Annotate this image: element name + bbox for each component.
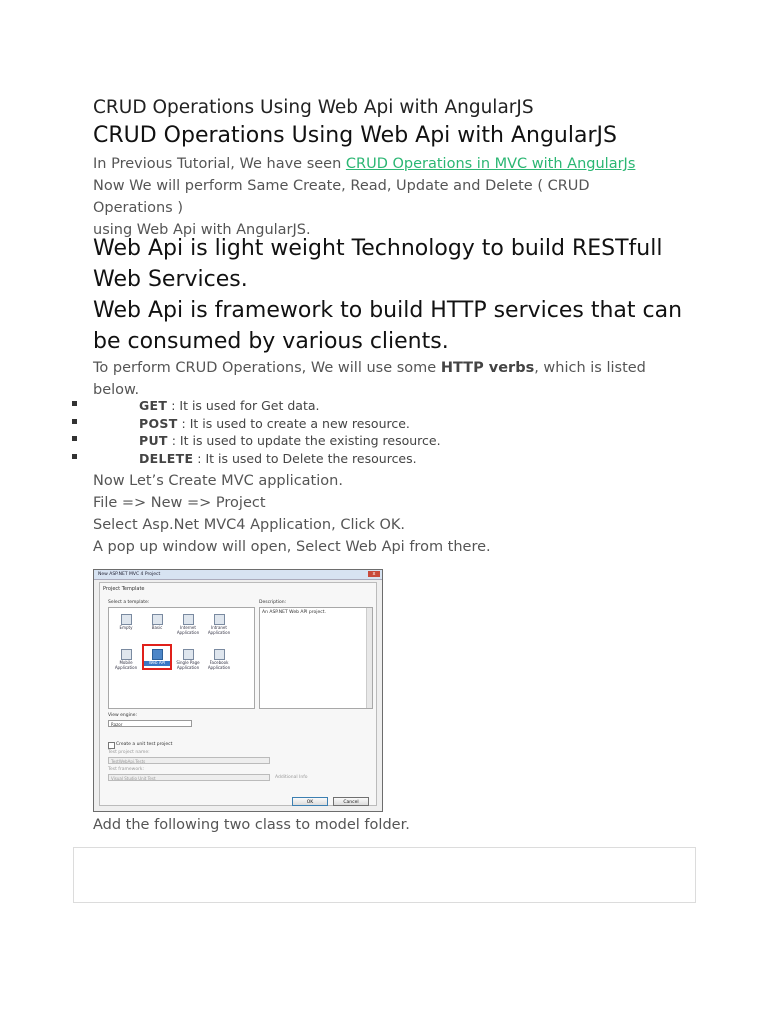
list-item <box>73 398 673 416</box>
headline-http-services: Web Api is framework to build HTTP services that can be consumed by various clients. <box>93 298 683 354</box>
step-line: Now Let’s Create MVC application. <box>93 473 343 489</box>
verb-desc: : It is used for Get data. <box>167 398 320 413</box>
http-verbs-list <box>73 398 673 468</box>
dialog-titlebar <box>94 570 382 580</box>
code-block <box>73 847 696 903</box>
description-box <box>259 607 373 709</box>
verb-name: DELETE <box>139 450 194 466</box>
verb-name: POST <box>139 415 178 431</box>
bullet-icon <box>72 436 77 441</box>
bullet-icon <box>72 454 77 459</box>
scrollbar <box>366 608 372 708</box>
after-dialog-text: Add the following two class to model folder. <box>93 817 410 833</box>
list-item <box>73 433 673 451</box>
template-empty <box>112 614 140 631</box>
template-facebook <box>205 649 233 670</box>
template-label: Facebook Application <box>207 660 231 670</box>
description-label: Description: <box>259 600 287 605</box>
template-icon <box>214 614 225 625</box>
intro-paragraph <box>93 153 673 241</box>
template-icon <box>214 649 225 660</box>
template-label: Web API <box>143 661 171 666</box>
bullet-icon <box>72 419 77 424</box>
verbs-suffix: , which is listed below. <box>93 360 646 398</box>
previous-tutorial-link[interactable]: CRUD Operations in MVC with AngularJs <box>345 156 636 172</box>
description-text: An ASP.NET Web API project. <box>262 610 326 615</box>
intro-line-3: using Web Api with AngularJS. <box>93 222 311 238</box>
template-mobile <box>112 649 140 670</box>
view-engine-label: View engine: <box>108 713 137 718</box>
verbs-strong: HTTP verbs <box>440 360 535 376</box>
selection-highlight <box>142 644 172 670</box>
template-label: Single Page Application <box>176 660 200 670</box>
verb-name: GET <box>139 398 168 413</box>
verbs-prefix: To perform CRUD Operations, We will use some <box>93 360 441 376</box>
headline-restful: Web Api is light weight Technology to build RESTfull Web Services. <box>93 236 663 292</box>
select-template-label: Select a template: <box>108 600 150 605</box>
template-label: Internet Application <box>176 625 200 635</box>
test-framework-select: Visual Studio Unit Test <box>108 774 270 781</box>
template-icon <box>152 614 163 625</box>
verb-desc: : It is used to Delete the resources. <box>193 450 417 466</box>
steps-list <box>93 470 491 558</box>
new-project-dialog-image <box>93 569 383 812</box>
test-framework-label: Test framework: <box>108 767 145 772</box>
step-line: File => New => Project <box>93 495 266 511</box>
template-basic <box>143 614 171 631</box>
template-icon <box>183 649 194 660</box>
unit-test-label: Create a unit test project <box>116 742 173 747</box>
template-label: Basic <box>151 625 163 630</box>
additional-info-link: Additional Info <box>275 775 308 780</box>
bullet-icon <box>72 401 77 406</box>
test-name-field: TestWebApi.Tests <box>108 757 270 764</box>
section-label: Project Template <box>103 586 145 592</box>
close-icon: x <box>368 571 380 577</box>
test-name-label: Test project name: <box>108 750 150 755</box>
template-internet <box>174 614 202 635</box>
template-intranet <box>205 614 233 635</box>
template-single-page <box>174 649 202 670</box>
intro-line-2: Now We will perform Same Create, Read, Update and Delete ( CRUD Operations ) <box>93 178 590 216</box>
template-icon <box>183 614 194 625</box>
step-line: A pop up window will open, Select Web Api from there. <box>93 539 491 555</box>
template-label: Intranet Application <box>207 625 231 635</box>
verb-desc: : It is used to update the existing resource. <box>167 433 441 448</box>
dialog-body <box>99 582 377 806</box>
template-label: Empty <box>119 625 133 630</box>
page-title: CRUD Operations Using Web Api with AngularJS <box>93 123 617 148</box>
template-icon <box>121 649 132 660</box>
view-engine-select: Razor <box>108 720 192 727</box>
verb-desc: : It is used to create a new resource. <box>177 415 410 431</box>
list-item <box>73 451 673 469</box>
unit-test-checkbox <box>108 742 115 749</box>
verbs-paragraph <box>93 357 673 401</box>
template-list <box>108 607 255 709</box>
cancel-button: Cancel <box>333 797 369 806</box>
template-icon <box>121 614 132 625</box>
ok-button: OK <box>292 797 328 806</box>
template-label: Mobile Application <box>114 660 138 670</box>
step-line: Select Asp.Net MVC4 Application, Click OK. <box>93 517 406 533</box>
page-title-small: CRUD Operations Using Web Api with AngularJS <box>93 97 534 118</box>
verb-name: PUT <box>139 433 168 448</box>
intro-prefix: In Previous Tutorial, We have seen <box>93 156 346 172</box>
dialog-title: New ASP.NET MVC 4 Project <box>98 572 161 577</box>
list-item <box>73 416 673 434</box>
